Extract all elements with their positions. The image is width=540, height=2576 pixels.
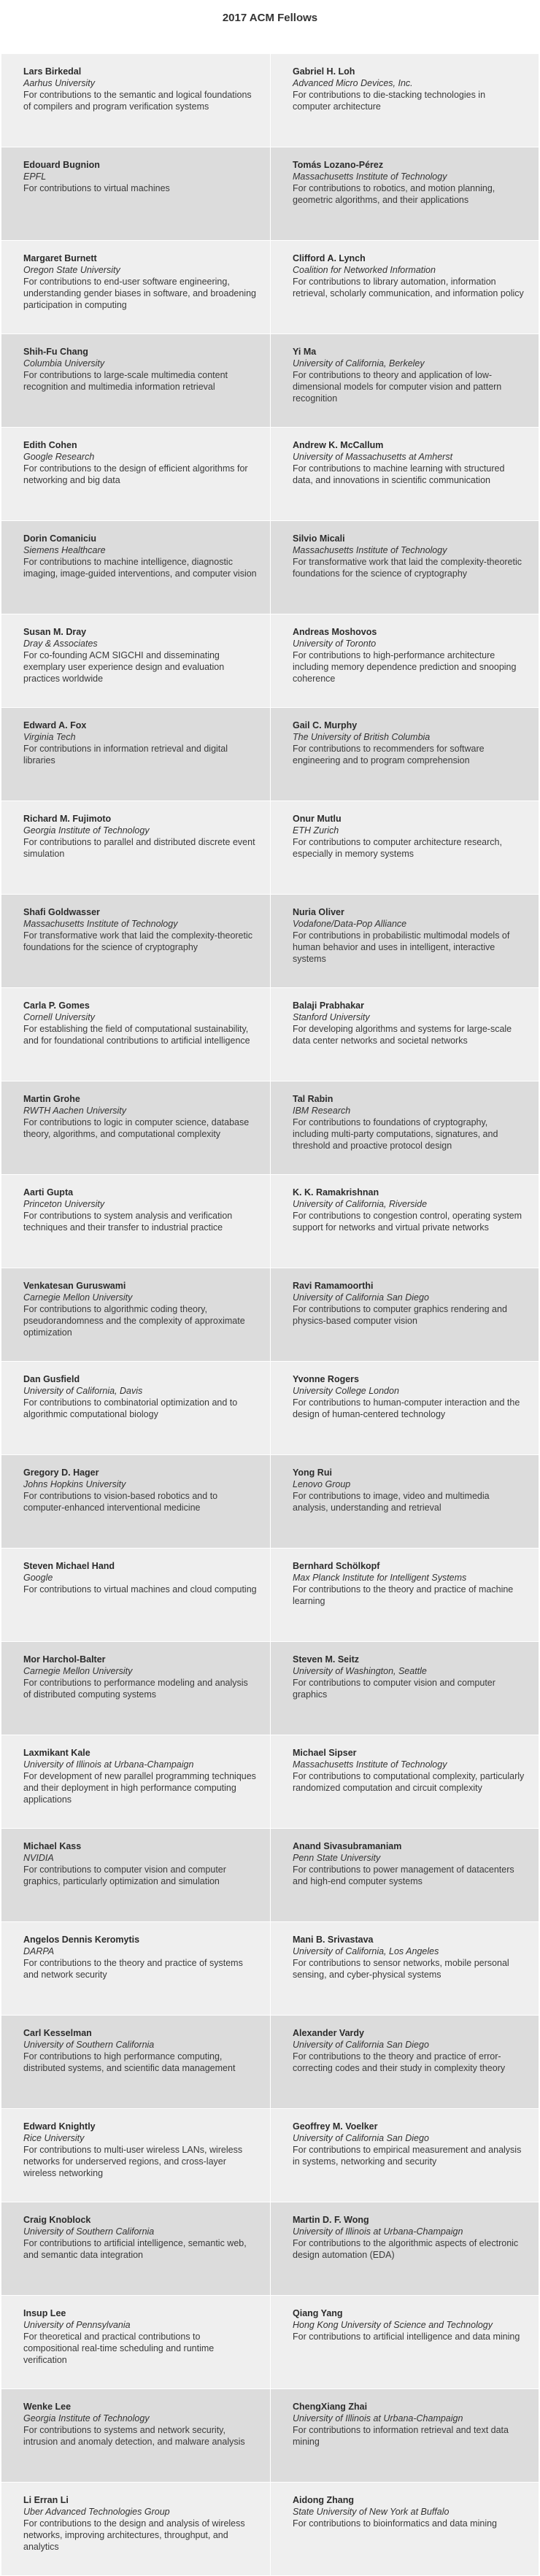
fellow-entry <box>1 1735 270 1828</box>
fellow-name: Shih-Fu Chang <box>23 347 88 357</box>
fellow-citation: For contributions to high performance computing, distributed systems, and scientific data management <box>23 2051 236 2073</box>
fellow-institution: Cornell University <box>23 1012 95 1022</box>
fellow-entry <box>270 241 539 333</box>
fellow-entry <box>270 54 539 147</box>
fellow-citation: For contributions to information retrieval and text data mining <box>293 2425 509 2447</box>
fellow-institution: University of Illinois at Urbana-Champaign <box>23 1759 194 1770</box>
fellow-entry <box>1 2109 270 2202</box>
fellow-citation: For development of new parallel programming techniques and their deployment in high performance computing applications <box>23 1771 256 1805</box>
fellow-entry <box>1 521 270 614</box>
fellow-name: Tomás Lozano-Pérez <box>293 160 384 170</box>
fellow-entry <box>270 988 539 1081</box>
fellow-institution: University of Toronto <box>293 639 377 649</box>
fellow-institution: University of Pennsylvania <box>23 2320 131 2330</box>
fellows-row <box>1 2483 539 2576</box>
fellow-citation: For contributions to empirical measurement and analysis in systems, networking and security <box>293 2145 522 2167</box>
fellow-citation: For contributions to end-user software engineering, understanding gender biases in software, and broadening participation in computing <box>23 277 256 310</box>
fellow-institution: ETH Zurich <box>293 825 339 836</box>
fellow-name: Michael Kass <box>23 1841 82 1851</box>
fellow-name: Richard M. Fujimoto <box>23 814 112 824</box>
fellow-name: Alexander Vardy <box>293 2028 364 2038</box>
fellow-institution: Carnegie Mellon University <box>23 1292 133 1303</box>
fellow-institution: State University of New York at Buffalo <box>293 2507 450 2517</box>
fellow-citation: For contributions to robotics, and motion planning, geometric algorithms, and their applications <box>293 183 495 205</box>
fellow-entry <box>1 1081 270 1174</box>
fellow-entry <box>270 521 539 614</box>
fellows-row <box>1 708 539 801</box>
fellow-entry <box>270 801 539 894</box>
fellow-name: Yvonne Rogers <box>293 1374 359 1384</box>
fellow-name: ChengXiang Zhai <box>293 2402 368 2412</box>
fellow-entry <box>1 1362 270 1454</box>
fellow-citation: For developing algorithms and systems for large-scale data center networks and societal networks <box>293 1024 512 1046</box>
fellow-entry <box>270 2202 539 2295</box>
fellow-citation: For contributions to power management of datacenters and high-end computer systems <box>293 1864 514 1886</box>
fellow-entry <box>1 801 270 894</box>
fellow-citation: For contributions to theory and application of low-dimensional models for computer vision and pattern recognition <box>293 370 502 404</box>
fellow-institution: The University of British Columbia <box>293 732 431 742</box>
fellow-entry <box>270 2389 539 2482</box>
fellow-citation: For co-founding ACM SIGCHI and disseminating exemplary user experience design and evaluation practices worldwide <box>23 650 225 684</box>
fellow-institution: Google <box>23 1573 53 1583</box>
fellow-name: Edward Knightly <box>23 2121 96 2132</box>
fellow-citation: For contributions to bioinformatics and data mining <box>293 2518 498 2529</box>
fellows-row <box>1 54 539 147</box>
fellow-citation: For contributions to artificial intelligence, semantic web, and semantic data integration <box>23 2238 247 2260</box>
fellow-name: Balaji Prabhakar <box>293 1000 364 1011</box>
fellow-institution: Rice University <box>23 2133 85 2143</box>
fellows-row <box>1 1455 539 1549</box>
fellow-entry <box>1 147 270 240</box>
fellow-institution: Aarhus University <box>23 78 95 88</box>
fellow-name: Venkatesan Guruswami <box>23 1281 126 1291</box>
fellow-name: Onur Mutlu <box>293 814 342 824</box>
fellow-name: Edouard Bugnion <box>23 160 100 170</box>
fellow-entry <box>270 1922 539 2015</box>
fellow-name: Mani B. Srivastava <box>293 1935 374 1945</box>
fellow-institution: EPFL <box>23 171 47 182</box>
page-title: 2017 ACM Fellows <box>222 12 318 24</box>
fellow-name: Ravi Ramamoorthi <box>293 1281 374 1291</box>
fellow-citation: For contributions to combinatorial optimization and to algorithmic computational biology <box>23 1397 238 1419</box>
fellow-institution: University of California, Davis <box>23 1386 143 1396</box>
fellow-institution: Vodafone/Data-Pop Alliance <box>293 919 407 929</box>
fellow-name: Li Erran Li <box>23 2495 69 2505</box>
fellow-name: Susan M. Dray <box>23 627 87 637</box>
fellow-name: Edith Cohen <box>23 440 77 450</box>
fellow-name: Martin D. F. Wong <box>293 2215 369 2225</box>
fellow-citation: For contributions to the theory and practice of machine learning <box>293 1584 514 1606</box>
fellow-institution: Uber Advanced Technologies Group <box>23 2507 170 2517</box>
fellow-name: Laxmikant Kale <box>23 1748 90 1758</box>
fellow-institution: University of Southern California <box>23 2040 155 2050</box>
fellows-row <box>1 895 539 988</box>
fellow-citation: For transformative work that laid the complexity-theoretic foundations for the science of cryptography <box>293 557 522 579</box>
fellow-entry <box>270 1549 539 1641</box>
fellow-name: K. K. Ramakrishnan <box>293 1187 379 1198</box>
fellow-citation: For contributions to the design and analysis of wireless networks, improving architectures, throughput, and analytics <box>23 2518 245 2552</box>
fellow-entry <box>270 2296 539 2388</box>
fellow-entry <box>1 54 270 147</box>
fellow-name: Steven M. Seitz <box>293 1654 359 1665</box>
fellow-institution: Virginia Tech <box>23 732 76 742</box>
fellow-institution: DARPA <box>23 1946 55 1956</box>
fellow-entry <box>270 147 539 240</box>
fellow-name: Edward A. Fox <box>23 720 87 730</box>
fellows-row <box>1 334 539 428</box>
fellow-name: Shafi Goldwasser <box>23 907 100 917</box>
fellow-entry <box>270 1735 539 1828</box>
fellow-name: Carl Kesselman <box>23 2028 92 2038</box>
fellow-entry <box>1 708 270 801</box>
fellow-name: Insup Lee <box>23 2308 66 2318</box>
fellow-entry <box>270 2016 539 2108</box>
fellow-institution: Georgia Institute of Technology <box>23 825 150 836</box>
fellow-entry <box>270 2483 539 2575</box>
fellow-name: Andrew K. McCallum <box>293 440 384 450</box>
fellow-name: Dorin Comaniciu <box>23 533 97 544</box>
fellows-row <box>1 147 539 241</box>
fellow-name: Gregory D. Hager <box>23 1468 99 1478</box>
fellows-row <box>1 1549 539 1642</box>
fellow-name: Lars Birkedal <box>23 66 82 77</box>
fellow-citation: For contributions to the semantic and logical foundations of compilers and program verification systems <box>23 90 252 112</box>
fellow-name: Gail C. Murphy <box>293 720 358 730</box>
fellows-row <box>1 614 539 708</box>
fellow-institution: Columbia University <box>23 358 105 369</box>
fellow-citation: For contributions to performance modeling and analysis of distributed computing systems <box>23 1678 248 1700</box>
fellows-row <box>1 1268 539 1362</box>
fellow-institution: Johns Hopkins University <box>23 1479 126 1489</box>
fellow-institution: University of Illinois at Urbana-Champaign <box>293 2226 463 2237</box>
fellow-name: Martin Grohe <box>23 1094 80 1104</box>
fellow-institution: NVIDIA <box>23 1853 54 1863</box>
fellow-name: Anand Sivasubramaniam <box>293 1841 402 1851</box>
fellow-citation: For contributions in probabilistic multimodal models of human behavior and uses in intelligent, interactive systems <box>293 930 510 964</box>
fellows-row <box>1 1922 539 2016</box>
fellow-citation: For transformative work that laid the complexity-theoretic foundations for the science of cryptography <box>23 930 253 952</box>
fellow-entry <box>1 2389 270 2482</box>
fellow-institution: Lenovo Group <box>293 1479 351 1489</box>
fellow-name: Nuria Oliver <box>293 907 344 917</box>
fellow-citation: For contributions to multi-user wireless LANs, wireless networks for underserved regions, and cross-layer wireless networking <box>23 2145 243 2178</box>
fellow-entry <box>270 708 539 801</box>
fellows-row <box>1 241 539 334</box>
fellow-institution: University of Southern California <box>23 2226 155 2237</box>
fellow-institution: Dray & Associates <box>23 639 98 649</box>
fellow-name: Michael Sipser <box>293 1748 357 1758</box>
fellow-citation: For contributions to image, video and multimedia analysis, understanding and retrieval <box>293 1491 490 1513</box>
fellow-citation: For contributions to computer architecture research, especially in memory systems <box>293 837 502 859</box>
fellow-institution: IBM Research <box>293 1106 351 1116</box>
fellow-citation: For contributions to computational complexity, particularly randomized computation and circuit complexity <box>293 1771 525 1793</box>
fellow-institution: Hong Kong University of Science and Technology <box>293 2320 493 2330</box>
fellow-institution: University of Washington, Seattle <box>293 1666 427 1676</box>
fellow-name: Geoffrey M. Voelker <box>293 2121 378 2132</box>
fellow-name: Carla P. Gomes <box>23 1000 90 1011</box>
fellows-grid <box>1 54 539 2576</box>
fellow-citation: For contributions to large-scale multimedia content recognition and multimedia information retrieval <box>23 370 228 392</box>
fellow-institution: University of California, Riverside <box>293 1199 428 1209</box>
fellow-entry <box>1 2016 270 2108</box>
fellow-name: Yi Ma <box>293 347 317 357</box>
fellow-citation: For contributions in information retrieval and digital libraries <box>23 744 228 766</box>
fellow-name: Bernhard Schölkopf <box>293 1561 380 1571</box>
fellow-institution: Massachusetts Institute of Technology <box>293 545 447 555</box>
fellow-entry <box>270 614 539 707</box>
fellows-row <box>1 1829 539 1922</box>
fellow-entry <box>270 428 539 520</box>
fellows-row <box>1 1642 539 1735</box>
fellows-row <box>1 988 539 1081</box>
fellow-citation: For contributions to vision-based robotics and to computer-enhanced interventional medicine <box>23 1491 218 1513</box>
fellow-entry <box>1 1922 270 2015</box>
fellow-citation: For contributions to algorithmic coding theory, pseudorandomness and the complexity of approximate optimization <box>23 1304 245 1338</box>
fellow-institution: Stanford University <box>293 1012 370 1022</box>
fellow-citation: For contributions to virtual machines <box>23 183 170 193</box>
fellow-citation: For contributions to sensor networks, mobile personal sensing, and cyber-physical systems <box>293 1958 509 1980</box>
fellow-name: Mor Harchol-Balter <box>23 1654 106 1665</box>
fellows-row <box>1 1735 539 1829</box>
fellow-citation: For contributions to congestion control, operating system support for networks and virtual private networks <box>293 1211 522 1233</box>
fellow-citation: For contributions to the algorithmic aspects of electronic design automation (EDA) <box>293 2238 519 2260</box>
fellows-row <box>1 1175 539 1268</box>
fellow-entry <box>270 1268 539 1361</box>
fellow-citation: For contributions to artificial intelligence and data mining <box>293 2332 520 2342</box>
fellow-name: Andreas Moshovos <box>293 627 377 637</box>
fellow-entry <box>1 241 270 333</box>
fellow-institution: Advanced Micro Devices, Inc. <box>293 78 413 88</box>
fellows-row <box>1 521 539 614</box>
fellow-institution: Siemens Healthcare <box>23 545 106 555</box>
fellow-entry <box>1 2202 270 2295</box>
fellow-entry <box>1 988 270 1081</box>
fellow-entry <box>1 1829 270 1921</box>
fellow-entry <box>1 2296 270 2388</box>
fellow-citation: For contributions to library automation, information retrieval, scholarly communication, and information policy <box>293 277 524 298</box>
fellow-institution: Massachusetts Institute of Technology <box>23 919 178 929</box>
fellow-citation: For contributions to the theory and practice of error-correcting codes and their study in complexity theory <box>293 2051 506 2073</box>
fellow-name: Steven Michael Hand <box>23 1561 115 1571</box>
fellow-institution: Coalition for Networked Information <box>293 265 436 275</box>
fellow-institution: RWTH Aachen University <box>23 1106 127 1116</box>
fellow-citation: For theoretical and practical contributions to compositional real-time scheduling and runtime verification <box>23 2332 215 2365</box>
fellow-institution: University of California, Berkeley <box>293 358 425 369</box>
fellow-entry <box>1 895 270 987</box>
fellow-citation: For contributions to die-stacking technologies in computer architecture <box>293 90 486 112</box>
fellow-institution: Georgia Institute of Technology <box>23 2413 150 2423</box>
fellow-institution: Google Research <box>23 452 95 462</box>
fellow-entry <box>1 1175 270 1268</box>
fellow-entry <box>270 334 539 427</box>
fellow-entry <box>1 1455 270 1548</box>
fellow-citation: For contributions to system analysis and verification techniques and their transfer to industrial practice <box>23 1211 233 1233</box>
fellow-entry <box>1 1268 270 1361</box>
fellow-citation: For contributions to logic in computer science, database theory, algorithms, and computational complexity <box>23 1117 250 1139</box>
fellow-citation: For contributions to the theory and practice of systems and network security <box>23 1958 243 1980</box>
fellow-name: Margaret Burnett <box>23 253 97 263</box>
fellow-name: Craig Knoblock <box>23 2215 91 2225</box>
fellow-entry <box>1 1549 270 1641</box>
fellow-entry <box>1 2483 270 2575</box>
fellow-institution: University of California San Diego <box>293 2133 429 2143</box>
fellow-institution: University of California San Diego <box>293 2040 429 2050</box>
fellows-row <box>1 1081 539 1175</box>
fellow-name: Aidong Zhang <box>293 2495 355 2505</box>
fellow-citation: For contributions to computer vision and computer graphics, particularly optimization and simulation <box>23 1864 226 1886</box>
fellow-name: Angelos Dennis Keromytis <box>23 1935 140 1945</box>
fellow-institution: University College London <box>293 1386 399 1396</box>
fellows-row <box>1 801 539 895</box>
fellow-entry <box>1 334 270 427</box>
fellows-row <box>1 2109 539 2202</box>
fellow-entry <box>270 2109 539 2202</box>
fellow-institution: University of California, Los Angeles <box>293 1946 439 1956</box>
fellow-citation: For contributions to virtual machines and cloud computing <box>23 1584 257 1594</box>
fellow-name: Silvio Micali <box>293 533 345 544</box>
fellow-entry <box>270 1175 539 1268</box>
fellow-institution: Massachusetts Institute of Technology <box>293 171 447 182</box>
fellows-row <box>1 1362 539 1455</box>
fellow-entry <box>270 1362 539 1454</box>
fellow-name: Tal Rabin <box>293 1094 333 1104</box>
fellow-institution: Max Planck Institute for Intelligent Systems <box>293 1573 467 1583</box>
fellow-name: Dan Gusfield <box>23 1374 80 1384</box>
fellow-institution: University of Massachusetts at Amherst <box>293 452 453 462</box>
fellow-citation: For contributions to machine intelligence, diagnostic imaging, image-guided interventions, and computer vision <box>23 557 257 579</box>
fellow-entry <box>270 1829 539 1921</box>
fellow-citation: For contributions to recommenders for software engineering and to program comprehension <box>293 744 485 766</box>
fellow-entry <box>1 1642 270 1735</box>
fellow-institution: University of California San Diego <box>293 1292 429 1303</box>
fellow-entry <box>270 1081 539 1174</box>
fellow-citation: For contributions to systems and network security, intrusion and anomaly detection, and malware analysis <box>23 2425 245 2447</box>
fellow-citation: For contributions to human-computer interaction and the design of human-centered technology <box>293 1397 520 1419</box>
fellow-entry <box>1 614 270 707</box>
fellow-institution: Carnegie Mellon University <box>23 1666 133 1676</box>
fellows-row <box>1 2202 539 2296</box>
fellow-institution: Oregon State University <box>23 265 120 275</box>
fellows-row <box>1 2389 539 2483</box>
fellow-citation: For contributions to foundations of cryptography, including multi-party computations, signatures, and threshold and proactive protocol design <box>293 1117 498 1151</box>
fellows-row <box>1 2296 539 2389</box>
fellow-name: Aarti Gupta <box>23 1187 74 1198</box>
fellow-citation: For contributions to the design of efficient algorithms for networking and big data <box>23 463 248 485</box>
fellow-institution: Princeton University <box>23 1199 105 1209</box>
fellow-entry <box>270 895 539 987</box>
fellow-institution: Massachusetts Institute of Technology <box>293 1759 447 1770</box>
fellows-row <box>1 428 539 521</box>
fellow-entry <box>270 1455 539 1548</box>
fellow-citation: For contributions to high-performance architecture including memory dependence prediction and snooping coherence <box>293 650 517 684</box>
fellow-entry <box>270 1642 539 1735</box>
fellow-name: Wenke Lee <box>23 2402 72 2412</box>
fellow-institution: Penn State University <box>293 1853 381 1863</box>
fellow-entry <box>1 428 270 520</box>
fellow-institution: University of Illinois at Urbana-Champaign <box>293 2413 463 2423</box>
fellow-name: Qiang Yang <box>293 2308 343 2318</box>
fellow-citation: For contributions to machine learning with structured data, and innovations in scientific communication <box>293 463 505 485</box>
fellow-citation: For establishing the field of computational sustainability, and for foundational contributions to artificial intelligence <box>23 1024 250 1046</box>
fellow-name: Yong Rui <box>293 1468 332 1478</box>
fellow-citation: For contributions to computer graphics rendering and physics-based computer vision <box>293 1304 507 1326</box>
fellow-name: Clifford A. Lynch <box>293 253 366 263</box>
fellow-citation: For contributions to computer vision and computer graphics <box>293 1678 495 1700</box>
fellow-citation: For contributions to parallel and distributed discrete event simulation <box>23 837 255 859</box>
fellows-row <box>1 2016 539 2109</box>
fellow-name: Gabriel H. Loh <box>293 66 355 77</box>
